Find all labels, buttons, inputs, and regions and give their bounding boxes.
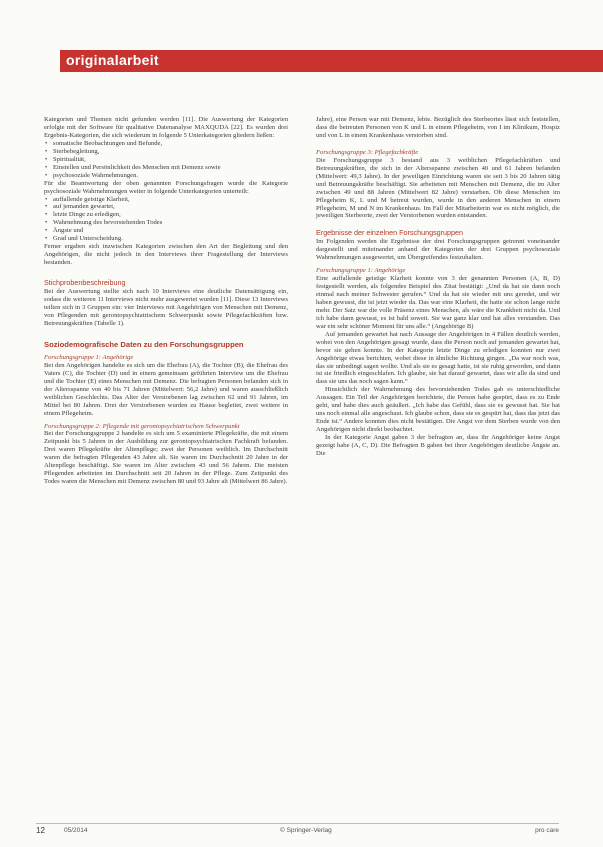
paragraph-angehoerige-1: Eine auffallende geistige Klarheit konnte von 3 der genannten Personen (A, B, D) festgestellt werden, als folgendes Beispiel des Zitat bestätigt: „Und da hat sie dann noch einmal nach meiner Schwester gerufen.“ Und da hat sie wieder mit uns geredet, und wir haben gewusst, die ist jetzt wieder da. Das war eine Klarheit, die hatte sie schon lange nicht mehr. Der Satz war die volle Präsenz eines Menschen, als wäre die Krankheit nicht da. Und ich habe dann gewusst, es ist bald soweit. Sie war ganz klar und hat alles verstanden. Das war ein sehr schöner Moment für uns alle.“ (Angehörige B) [316,275,560,330]
paragraph-ergebnisse: Im Folgenden werden die Ergebnisse der drei Forschungsgruppen getrennt voneinander dargestellt und miteinander anhand der Kategorien der drei Gruppen psychosoziale Wahrnehmungen ausgewertet, um Übergreifendes festzuhalten. [316,238,560,262]
issue-label: 05/2014 [64,827,88,834]
paragraph-gruppe-2: Bei der Forschungsgruppe 2 handelte es sich um 5 examinierte Pflegekräfte, die mit einem Zeitpunkt bis 5 Jahren in der Ausbildung zur gerontopsychiatrischen Fachkraft befanden. Drei waren Pflegekräfte der Altenpflege; zwei der Personen weiblich. Im Durchschnitt waren die befragten Pflegenden 43 Jahre alt. Sie waren im Durchschnitt 20 Jahre in der Altenpflege beschäftigt. Sie waren im Alter zwischen 43 und 56 Jahren. Die meisten Pflegenden arbeiteten im Durchschnitt seit 20 Jahren in der Pflege. Zum Zeitpunkt des Todes waren die Menschen mit Demenz zwischen 80 und 93 Jahre alt (Mittelwert 86 Jahre). [44,430,288,486]
intro-paragraph-right: Jahre), eine Person war mit Demenz, lebte. Bezüglich des Sterbeortes lässt sich feststellen, dass die betreuten Personen von K und L in einem Pflegeheim, von I im Klinikum, Hospiz und von L in einem Krankenhaus verstorben sind. [316,116,560,139]
list-item: • auffallende geistige Klarheit, [44,196,288,204]
list-intro-paragraph: Für die Beantwortung der oben genannten Forschungsfragen wurde die Kategorie psychosoziale Wahrnehmungen weiter in folgende Unterkategorien unterteilt: [44,179,288,195]
paragraph-angehoerige-3: Hinsichtlich der Wahrnehmung des bevorstehenden Todes gab es unterschiedliche Aussagen. Ein Teil der Angehörigen berichtete, die Person habe gespürt, dass es zu Ende geht, und habe dies auch geäußert. „Ich habe das Gefühl, dass sie es gewusst hat. Sie hat uns noch einmal alle angeschaut. Ich glaube schon, dass sie es gespürt hat, dass das jetzt das Ende ist.“ Andere konnten dies nicht bestätigen. Die Angst vor dem Sterben wurde von den Angehörigen nicht direkt beobachtet. [316,386,560,434]
intro-paragraph: Kategorien und Themen nicht gefunden werden [11]. Die Auswertung der Kategorien erfolgte mit der Software für qualitative Datenanalyse MAXQUDA [22]. Es wurden drei Ergebnis-Kategorien, die sich wiederum in folgende 5 Unterkategorien gliedern ließen: [44,116,288,139]
paragraph-angehoerige-2: Auf jemanden gewartet hat nach Aussage der Angehörigen in 4 Fällen deutlich werden, wobei von den Angehörigen gesagt wurde, dass die Person noch auf jemanden gewartet hat, bevor sie gehen konnte. In der Kategorie letzte Dinge zu erledigen konnten nur zwei Angehörige etwas berichten, wobei diese in ähnliche Richtung gingen. „Da war noch was, das sie unbedingt sagen wollte. Und als sie es gesagt hatte, ist sie ruhig geworden, und dann ist sie friedlich eingeschlafen. Ich glaube, sie hat darauf gewartet, dass wir alle da sind und dass sie uns das noch sagen kann.“ [316,330,560,386]
right-column [316,116,560,458]
subheading-angehoerige: Forschungsgruppe 1: Angehörige [316,267,406,275]
subcategory-list [44,196,288,244]
list-item: • Wahrnehmung des bevorstehenden Todes [44,219,288,227]
closing-paragraph: Ferner ergaben sich inzwischen Kategorien zwischen den Art der Begleitung und den Angehörigen, die nicht jedoch in den Interviews ihrer Fragestellung der Interviews bestanden. [44,243,288,267]
list-item: • Ängste und [44,227,288,235]
list-item: • psychosoziale Wahrnehmungen. [44,172,288,180]
list-item: • somatische Beobachtungen und Befunde, [44,140,288,148]
left-column [44,116,288,486]
page-footer [36,826,559,838]
list-item: • letzte Dinge zu erledigen, [44,211,288,219]
paragraph-gruppe-3: Die Forschungsgruppe 3 bestand aus 3 weiblichen Pflegefachkräften und Betreuungskräften, die sich in der Altersspanne zwischen 40 und 61 Jahren befanden (Mittelwert: 49,3 Jahre). In der jeweiligen Einrichtung waren sie seit 3 bis 20 Jahren tätig und Betreuungskräfte beschäftigt. Sie arbeiteten mit Menschen mit Demenz, die im Alter zwischen 49 und 88 Jahren (Mittelwert 82 Jahre) verstarben. Ob diese Menschen im Pflegeheim K, L und M betreut wurden, wurde in den anderen Menschen in einem Pflegeheim, M und N im Krankenhaus. Im Fall der Mitarbeiterin war es nicht möglich, die jeweiligen Sterbeorte, zwei der Verstorbenen wurden entstanden. [316,156,560,220]
category-list [44,140,288,180]
list-item: • Sterbebegleitung, [44,148,288,156]
heading-ergebnisse: Ergebnisse der einzelnen Forschungsgruppen [316,228,464,238]
heading-stichprobe: Stichprobenbeschreibung [44,278,126,288]
list-item: • Einstellen und Persönlichkeit des Menschen mit Demenz sowie [44,164,288,172]
subheading-gruppe-3: Forschungsgruppe 3: Pflegefachkräfte [316,148,419,156]
list-item: • auf jemanden gewartet, [44,203,288,211]
heading-soziodemografie: Soziodemografische Daten zu den Forschungsgruppen [44,339,244,349]
paragraph-gruppe-1: Bei den Angehörigen handelte es sich um die Ehefrau (A), die Tochter (B), die Ehefrau des Vaters (C), die Tochter (D) und in einem gemeinsam geführten Interview um die Ehefrau und die Tochter (E) eines Menschen mit Demenz. Die befragten Personen befanden sich in der Altersspanne von 40 bis 71 Jahren (Mittelwert: 56,2 Jahre) und waren ausschließlich weiblichen Geschlechts. Das Alter der Verstorbenen lag zwischen 62 und 91 Jahren, im Mittel bei 80 Jahren. Drei der Verstorbenen wurden zu Hause begleitet, zwei weitere in einem Pflegeheim. [44,361,288,417]
publisher-label: © Springer-Verlag [280,827,332,834]
subheading-gruppe-1: Forschungsgruppe 1: Angehörige [44,353,134,361]
section-banner [60,50,603,72]
paragraph-stichprobe: Bei der Auswertung stellte sich nach 10 Interviews eine deutliche Datensättigung ein, sodass die weiteren 11 Interviews nicht mehr ausgewertet wurden [11]. Diese 13 Interviews teilten sich in 3 Gruppen ein: vier Interviews mit Angehörigen von Menschen mit Demenz, von Pflegenden mit gerontopsychiatrischem Schwerpunkt sowie Pflegefachkräften bzw. Betreuungskräften (Tabelle 1). [44,287,288,327]
section-label: originalarbeit [66,52,159,68]
page-number: 12 [36,826,45,835]
journal-name: pro care [535,827,559,834]
paragraph-angehoerige-4: In der Kategorie Angst gaben 3 der befragten an, dass ihr Angehöriger keine Angst gezeigt habe (A, C, D). Die Befragten B gaben bei ihrer Angehörigen deutliche Ängste an. Die [316,434,560,458]
footer-divider [36,823,559,824]
list-item: • Grad und Unterscheidung. [44,235,288,243]
list-item: • Spiritualität, [44,156,288,164]
subheading-gruppe-2: Forschungsgruppe 2: Pflegende mit gerontopsychiatrischem Schwerpunkt [44,422,240,430]
